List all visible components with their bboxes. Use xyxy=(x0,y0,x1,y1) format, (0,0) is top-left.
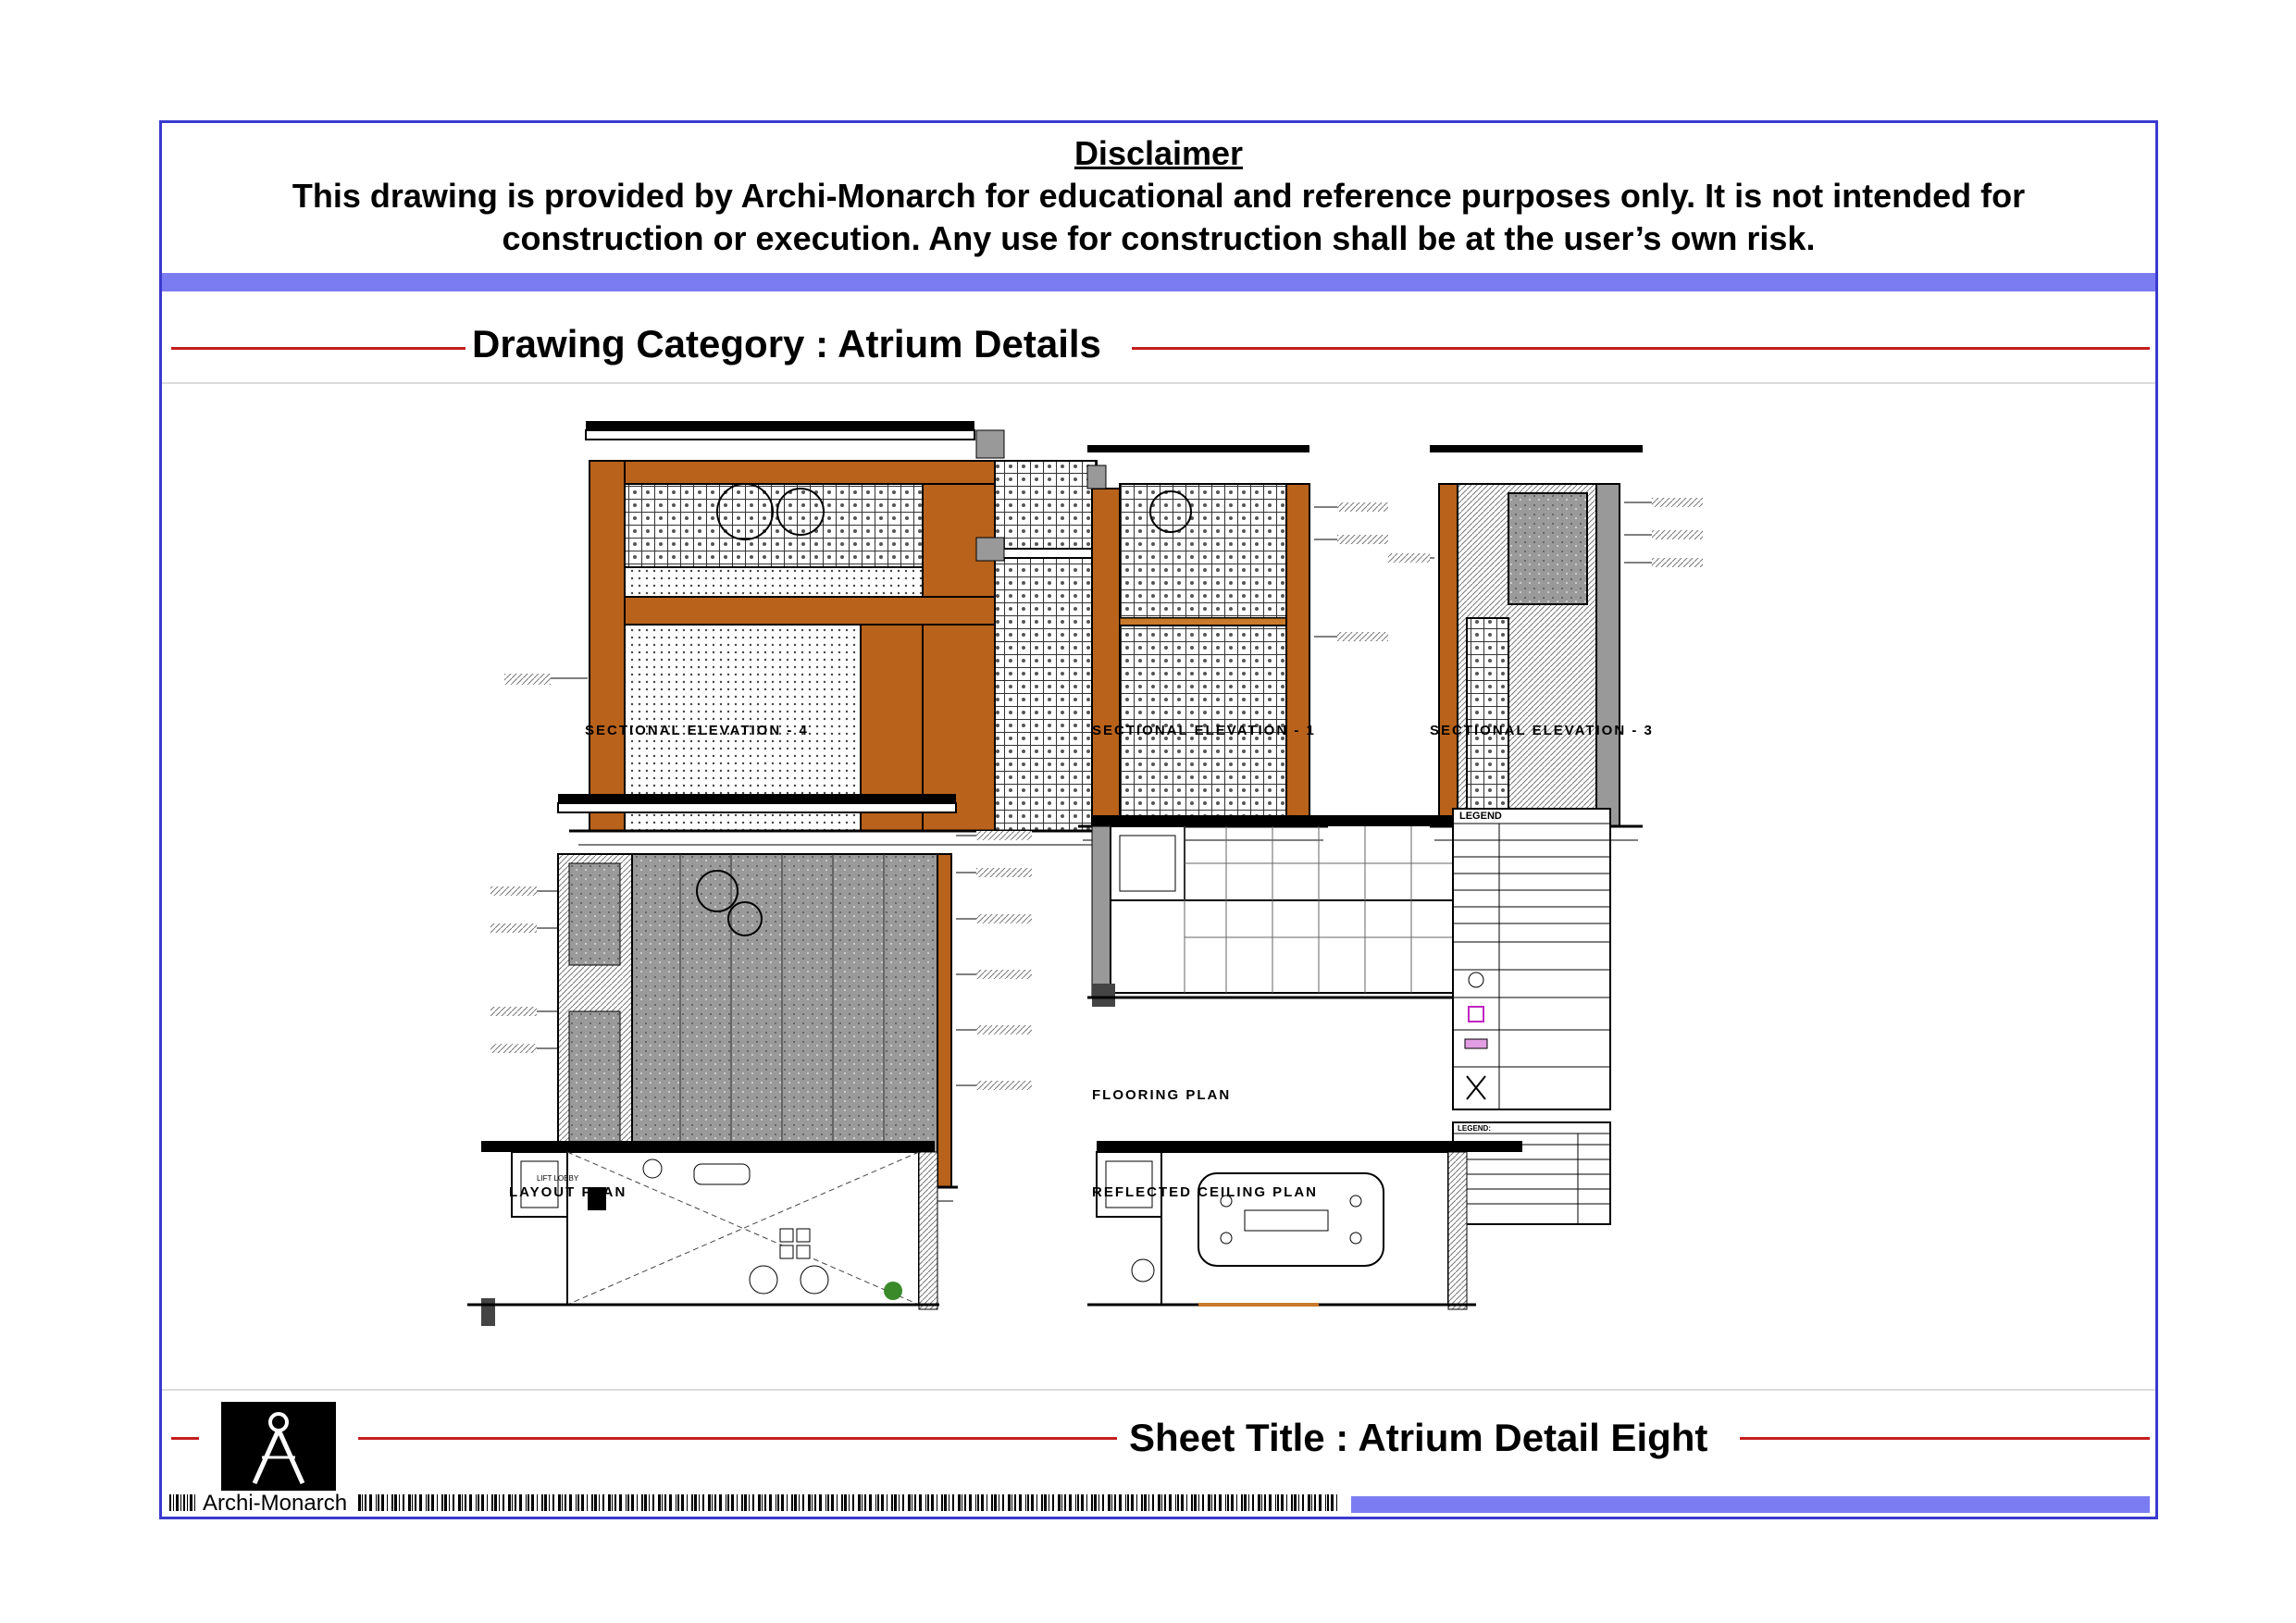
barcode-bar xyxy=(565,1494,566,1511)
barcode-bar xyxy=(1069,1494,1072,1511)
barcode-bar xyxy=(1244,1494,1247,1511)
barcode-bar xyxy=(977,1494,979,1511)
barcode-bar xyxy=(1186,1494,1187,1511)
barcode-bar xyxy=(1136,1494,1137,1511)
barcode-bar xyxy=(814,1494,816,1511)
barcode-bar xyxy=(1031,1494,1034,1511)
drawing-sheet xyxy=(159,120,2158,1519)
barcode-bar xyxy=(825,1494,826,1511)
barcode-bar xyxy=(381,1494,384,1511)
barcode-bar xyxy=(441,1494,443,1511)
barcode-bar xyxy=(691,1494,693,1511)
barcode-bar xyxy=(902,1494,904,1511)
barcode-bar xyxy=(849,1494,850,1511)
barcode-bar xyxy=(1277,1494,1279,1511)
barcode-bar xyxy=(1241,1494,1243,1511)
barcode-bar xyxy=(544,1494,547,1511)
barcode-bar xyxy=(437,1494,438,1511)
barcode-bar xyxy=(969,1494,972,1511)
barcode-bar xyxy=(652,1494,654,1511)
barcode-bar xyxy=(526,1494,527,1511)
barcode-bar xyxy=(991,1494,993,1511)
barcode-bar xyxy=(394,1494,397,1511)
barcode-bar xyxy=(914,1494,916,1511)
barcode-bar xyxy=(602,1494,604,1511)
barcode-bar xyxy=(1014,1494,1016,1511)
barcode-bar xyxy=(462,1494,463,1511)
legend-table xyxy=(1453,809,1610,1109)
barcode-bar xyxy=(799,1494,800,1511)
barcode-bar xyxy=(478,1494,479,1511)
label-sectional-elevation-4: SECTIONAL ELEVATION - 4 xyxy=(585,723,809,738)
barcode-bar xyxy=(1075,1494,1076,1511)
flooring-plan xyxy=(1087,815,1504,1103)
barcode-bar xyxy=(941,1494,943,1511)
barcode-bar xyxy=(512,1494,513,1511)
barcode-bar xyxy=(641,1494,643,1511)
barcode-bar xyxy=(869,1494,872,1511)
barcode-bar xyxy=(1114,1494,1116,1511)
barcode-bar xyxy=(1331,1494,1334,1511)
barcode-bar xyxy=(877,1494,879,1511)
barcode-bar xyxy=(1125,1494,1126,1511)
barcode-bar xyxy=(1148,1494,1149,1511)
barcode-bar xyxy=(919,1494,922,1511)
barcode-bar xyxy=(744,1494,747,1511)
barcode-bar xyxy=(669,1494,672,1511)
barcode-bar xyxy=(1169,1494,1172,1511)
legend-title: LEGEND xyxy=(1459,811,1502,822)
barcode-bar xyxy=(1227,1494,1229,1511)
barcode-bar xyxy=(981,1494,984,1511)
barcode-bar xyxy=(1327,1494,1329,1511)
barcode-bar xyxy=(591,1494,593,1511)
barcode-bar xyxy=(1294,1494,1297,1511)
barcode-bar xyxy=(369,1494,372,1511)
barcode-bar xyxy=(831,1494,834,1511)
drawings-canvas xyxy=(162,123,2155,1517)
barcode-bar xyxy=(1286,1494,1287,1511)
barcode-bar xyxy=(737,1494,738,1511)
barcode-bar xyxy=(844,1494,847,1511)
barcode-bar xyxy=(491,1494,493,1511)
compass-icon xyxy=(221,1402,336,1491)
barcode-bar xyxy=(964,1494,966,1511)
barcode-bar xyxy=(1141,1494,1143,1511)
barcode-bar xyxy=(1311,1494,1312,1511)
barcode-bar xyxy=(358,1494,361,1511)
barcode-bar xyxy=(1008,1494,1011,1511)
barcode-bar xyxy=(1319,1494,1322,1511)
barcode-bar xyxy=(1302,1494,1304,1511)
label-layout-plan: LAYOUT PLAN xyxy=(509,1184,627,1200)
barcode-bar xyxy=(899,1494,900,1511)
barcode-bar xyxy=(719,1494,722,1511)
barcode-bar xyxy=(453,1494,454,1511)
barcode-bar xyxy=(1091,1494,1093,1511)
archi-monarch-logo xyxy=(221,1402,336,1491)
barcode-bar xyxy=(1225,1494,1226,1511)
barcode-bar xyxy=(1131,1494,1134,1511)
barcode-bar xyxy=(749,1494,750,1511)
barcode-bar xyxy=(469,1494,472,1511)
barcode-bar xyxy=(426,1494,427,1511)
barcode-bar xyxy=(699,1494,700,1511)
barcode-bar xyxy=(1214,1494,1216,1511)
barcode-bar xyxy=(1325,1494,1326,1511)
barcode-bar xyxy=(599,1494,600,1511)
barcode-bar xyxy=(1019,1494,1022,1511)
barcode-bar xyxy=(631,1494,634,1511)
barcode-bar xyxy=(1064,1494,1066,1511)
drawing-category: Drawing Category : Atrium Details xyxy=(472,322,1101,365)
barcode-bar xyxy=(465,1494,466,1511)
footer-band xyxy=(1351,1496,2150,1513)
label-lift-lobby: LIFT LOBBY xyxy=(537,1174,579,1183)
barcode-bar xyxy=(1264,1494,1266,1511)
barcode-bar xyxy=(1275,1494,1276,1511)
barcode-bar xyxy=(431,1494,434,1511)
barcode-bar xyxy=(852,1494,854,1511)
barcode-bar xyxy=(658,1494,661,1511)
barcode-bar xyxy=(927,1494,929,1511)
barcode-bar xyxy=(1211,1494,1212,1511)
barcode-bar xyxy=(1144,1494,1147,1511)
barcode-bar xyxy=(519,1494,522,1511)
barcode-bar xyxy=(626,1494,627,1511)
barcode-bar xyxy=(1175,1494,1176,1511)
barcode-bar xyxy=(1252,1494,1254,1511)
barcode-bar xyxy=(958,1494,961,1511)
barcode-bar xyxy=(1261,1494,1262,1511)
barcode-bar xyxy=(802,1494,804,1511)
barcode-bar xyxy=(1152,1494,1154,1511)
barcode-bar xyxy=(762,1494,763,1511)
sectional-elevation-4 xyxy=(504,421,1189,845)
barcode-bar xyxy=(1025,1494,1026,1511)
barcode-bar xyxy=(908,1494,911,1511)
barcode-bar xyxy=(581,1494,584,1511)
barcode-bar xyxy=(1086,1494,1087,1511)
barcode-bar xyxy=(569,1494,572,1511)
sheet-title: Sheet Title : Atrium Detail Eight xyxy=(1129,1416,1708,1459)
barcode-bar xyxy=(494,1494,497,1511)
legend-electrical xyxy=(1453,1122,1610,1224)
barcode-bar xyxy=(362,1494,363,1511)
label-sectional-elevation-3: SECTIONAL ELEVATION - 3 xyxy=(1430,723,1654,738)
barcode-bar xyxy=(444,1494,447,1511)
layout-plan xyxy=(467,1141,939,1326)
barcode-bar xyxy=(1127,1494,1129,1511)
barcode-bar xyxy=(1161,1494,1162,1511)
barcode-bar xyxy=(428,1494,429,1511)
barcode-bar xyxy=(399,1494,400,1511)
barcode-bar xyxy=(975,1494,976,1511)
barcode-bar xyxy=(812,1494,813,1511)
divider-bottom xyxy=(162,1389,2155,1391)
barcode-bar xyxy=(419,1494,422,1511)
barcode-bar xyxy=(741,1494,743,1511)
barcode-bar xyxy=(1202,1494,1204,1511)
barcode-bar xyxy=(837,1494,838,1511)
barcode-bar xyxy=(1177,1494,1179,1511)
barcode-bar xyxy=(881,1494,884,1511)
barcode-bar xyxy=(515,1494,516,1511)
footer-rule-mid xyxy=(358,1437,1117,1440)
disclaimer-text: This drawing is provided by Archi-Monarch for educational and reference purposes only. It is not intended for construction or execution. Any use for construction shall be at the user’s own risk. xyxy=(292,177,2026,257)
barcode-bar xyxy=(577,1494,579,1511)
barcode-bar xyxy=(594,1494,597,1511)
barcode-bar xyxy=(1094,1494,1097,1511)
barcode-bar xyxy=(487,1494,488,1511)
barcode-bar xyxy=(925,1494,926,1511)
barcode-bar xyxy=(1164,1494,1166,1511)
barcode-bar xyxy=(891,1494,893,1511)
barcode-bar xyxy=(508,1494,511,1511)
barcode-bar xyxy=(403,1494,404,1511)
barcode-bar xyxy=(576,1494,577,1511)
barcode-bar xyxy=(1258,1494,1260,1511)
barcode-bar xyxy=(1336,1494,1337,1511)
barcode-bar xyxy=(781,1494,784,1511)
barcode-bar xyxy=(587,1494,588,1511)
barcode-bar xyxy=(777,1494,779,1511)
legend-electrical-title: LEGEND: xyxy=(1458,1124,1491,1133)
barcode-bar xyxy=(558,1494,561,1511)
barcode-bar xyxy=(1111,1494,1112,1511)
barcode-bar xyxy=(677,1494,679,1511)
barcode-bar xyxy=(864,1494,866,1511)
barcode-bar xyxy=(1058,1494,1061,1511)
barcode-bar xyxy=(1198,1494,1199,1511)
barcode-bar xyxy=(714,1494,716,1511)
barcode-bar xyxy=(944,1494,947,1511)
barcode-bar xyxy=(649,1494,650,1511)
barcode-bar xyxy=(387,1494,388,1511)
barcode-bar xyxy=(458,1494,461,1511)
footer-rule-left xyxy=(171,1437,199,1440)
barcode-bar xyxy=(1041,1494,1043,1511)
barcode-bar xyxy=(1298,1494,1299,1511)
barcode-bar xyxy=(408,1494,411,1511)
barcode-bar xyxy=(1269,1494,1272,1511)
barcode-bar xyxy=(664,1494,666,1511)
barcode-bar xyxy=(1098,1494,1099,1511)
barcode-bar xyxy=(1119,1494,1122,1511)
barcode-bar xyxy=(758,1494,761,1511)
barcode-bar xyxy=(1308,1494,1310,1511)
barcode-bar xyxy=(819,1494,822,1511)
barcode-bar xyxy=(527,1494,529,1511)
barcode-bar xyxy=(764,1494,766,1511)
barcode-bar xyxy=(541,1494,543,1511)
barcode-bar xyxy=(727,1494,729,1511)
barcode-bar xyxy=(1081,1494,1084,1511)
barcode-bar xyxy=(612,1494,613,1511)
barcode-left xyxy=(169,1494,197,1511)
barcode-bar xyxy=(481,1494,484,1511)
barcode-bar xyxy=(1208,1494,1210,1511)
barcode-bar xyxy=(712,1494,713,1511)
barcode-bar xyxy=(499,1494,500,1511)
barcode-bar xyxy=(449,1494,450,1511)
barcode-bar xyxy=(1044,1494,1047,1511)
barcode-bar xyxy=(608,1494,611,1511)
barcode-bar xyxy=(1194,1494,1197,1511)
barcode-bar xyxy=(1061,1494,1062,1511)
barcode-bar xyxy=(1108,1494,1111,1511)
barcode-bar xyxy=(1158,1494,1160,1511)
barcode-bar xyxy=(875,1494,876,1511)
barcode-bar xyxy=(752,1494,754,1511)
barcode-bar xyxy=(841,1494,843,1511)
barcode-bar xyxy=(1052,1494,1054,1511)
barcode-bar xyxy=(412,1494,413,1511)
barcode-bar xyxy=(644,1494,647,1511)
barcode-bar xyxy=(531,1494,534,1511)
barcode-bar xyxy=(1281,1494,1284,1511)
barcode-bar xyxy=(1236,1494,1237,1511)
barcode-bar xyxy=(1102,1494,1104,1511)
footer-rule-right xyxy=(1740,1437,2150,1440)
barcode-bar xyxy=(503,1494,504,1511)
barcode-bar xyxy=(894,1494,897,1511)
barcode-bar xyxy=(931,1494,934,1511)
barcode-bar xyxy=(376,1494,377,1511)
barcode-bar xyxy=(627,1494,629,1511)
barcode-bar xyxy=(1314,1494,1316,1511)
barcode-bar xyxy=(378,1494,379,1511)
barcode-bar xyxy=(1011,1494,1012,1511)
barcode-bar xyxy=(549,1494,550,1511)
barcode-bar xyxy=(702,1494,704,1511)
barcode-bar xyxy=(681,1494,684,1511)
barcode-bar xyxy=(662,1494,663,1511)
barcode-bar xyxy=(708,1494,711,1511)
barcode-bar xyxy=(552,1494,554,1511)
barcode-bar xyxy=(1002,1494,1004,1511)
barcode-bar xyxy=(862,1494,863,1511)
barcode-bar xyxy=(1181,1494,1184,1511)
barcode-bar xyxy=(827,1494,829,1511)
barcode-bar xyxy=(614,1494,616,1511)
barcode-bar xyxy=(391,1494,393,1511)
barcode-bar xyxy=(476,1494,477,1511)
barcode-bar xyxy=(1077,1494,1079,1511)
barcode-bar xyxy=(769,1494,772,1511)
barcode-bar xyxy=(858,1494,861,1511)
barcode-bar xyxy=(365,1494,366,1511)
barcode-bar xyxy=(619,1494,622,1511)
barcode-bar xyxy=(1291,1494,1293,1511)
barcode-bar xyxy=(794,1494,797,1511)
reflected-ceiling-plan xyxy=(1087,1141,1522,1309)
barcode-bar xyxy=(731,1494,734,1511)
barcode-bar xyxy=(1027,1494,1029,1511)
barcode-bar xyxy=(952,1494,954,1511)
barcode-bar xyxy=(1231,1494,1234,1511)
barcode-bar xyxy=(1191,1494,1193,1511)
label-reflected-ceiling-plan: REFLECTED CEILING PLAN xyxy=(1092,1184,1319,1200)
label-flooring-plan: FLOORING PLAN xyxy=(1092,1087,1232,1103)
barcode-bar xyxy=(687,1494,688,1511)
barcode-bar xyxy=(1036,1494,1037,1511)
barcode-strip xyxy=(358,1494,1347,1511)
barcode-bar xyxy=(787,1494,788,1511)
label-sectional-elevation-1: SECTIONAL ELEVATION - 1 xyxy=(1092,723,1316,738)
barcode-bar xyxy=(1219,1494,1222,1511)
barcode-bar xyxy=(791,1494,793,1511)
sectional-elevation-3 xyxy=(1388,445,1703,840)
barcode-bar xyxy=(1248,1494,1249,1511)
barcode-bar xyxy=(637,1494,638,1511)
barcode-bar xyxy=(415,1494,416,1511)
barcode-bar xyxy=(537,1494,538,1511)
logo-name: Archi-Monarch xyxy=(203,1491,348,1516)
barcode-bar xyxy=(694,1494,697,1511)
barcode-bar xyxy=(562,1494,563,1511)
barcode-bar xyxy=(994,1494,997,1511)
barcode-bar xyxy=(808,1494,811,1511)
disclaimer-title: Disclaimer xyxy=(1074,134,1244,172)
